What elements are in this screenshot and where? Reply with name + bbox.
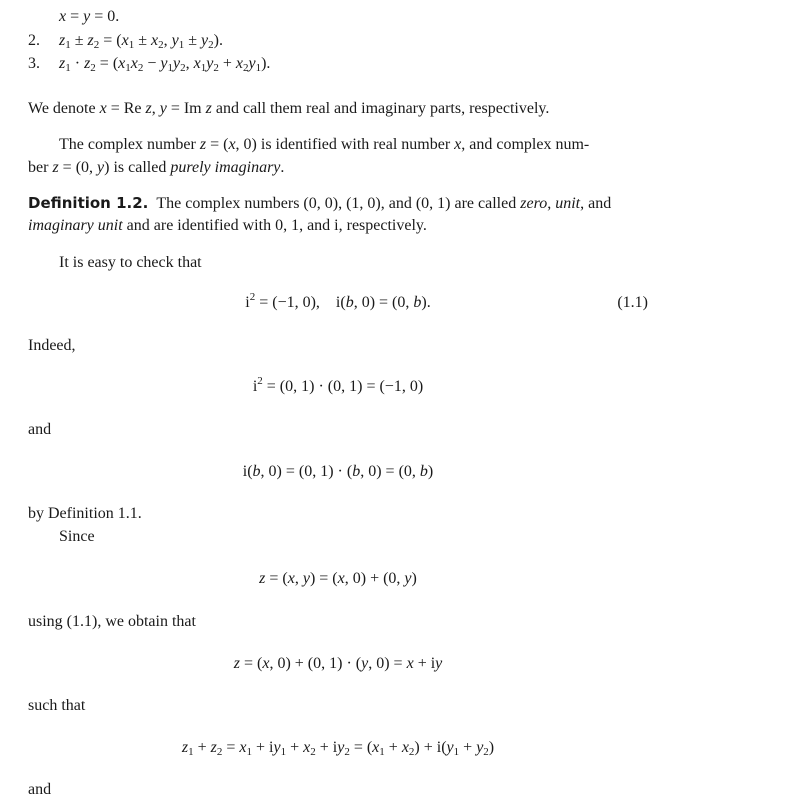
paragraph-indeed: Indeed, bbox=[28, 337, 76, 354]
list-item-3: 3. $z_1 \cdot z_2 = (x_1x_2 - y_1y_2$, $x_1y_2 + x_2y_1$). bbox=[28, 55, 271, 74]
definition-label: Definition 1.2. bbox=[28, 194, 149, 212]
equation-z-decomposition: z = (x, y) = (x, 0) + (0, y) bbox=[259, 570, 417, 587]
list-item-1-tail: x = y = 0. bbox=[59, 8, 120, 25]
equation-sum: $z_1 + z_2 = x_1 + iy_1 + x_2 + iy_2 = (x_1 + x_2) + i(y_1 + y_2)$ bbox=[181, 739, 495, 758]
definition-1-2-line2: imaginary unit and are identified with 0, 1, and i, respectively. bbox=[28, 217, 427, 234]
paragraph-such-that: such that bbox=[28, 697, 86, 714]
paragraph-and-2: and bbox=[28, 781, 52, 798]
equation-1-1: $i^2 = (-1$, 0), i(b, 0) = (0, b). bbox=[245, 291, 431, 311]
list-number: 2. bbox=[28, 32, 40, 49]
equation-ib: i(b, 0) = (0, 1) · (b, 0) = (0, b) bbox=[242, 463, 434, 480]
equation-number: (1.1) bbox=[617, 294, 648, 311]
equation-z-algebraic: z = (x, 0) + (0, 1) · (y, 0) = x + iy bbox=[233, 655, 443, 672]
paragraph-and-1: and bbox=[28, 421, 52, 438]
paragraph-denote: We denote x = Re z, y = Im z and call them real and imaginary parts, respectively. bbox=[28, 100, 550, 117]
list-item-2: 2. $z_1 \pm z_2 = (x_1 \pm x_2$, $y_1 \pm y_2$). bbox=[28, 32, 223, 51]
equation-i-squared: $i^2 = (0$, 1) · (0, 1) = (−1, 0) bbox=[252, 375, 424, 395]
paragraph-identified-line2: ber z = (0, y) is called purely imaginary. bbox=[28, 159, 285, 176]
paragraph-identified-line1: The complex number z = (x, 0) is identified with real number x, and complex num- bbox=[59, 136, 590, 153]
paragraph-by-definition: by Definition 1.1. bbox=[28, 505, 142, 522]
paragraph-easy-check: It is easy to check that bbox=[59, 254, 202, 271]
definition-1-2-line1: Definition 1.2. The complex numbers (0, 0), (1, 0), and (0, 1) are called zero, unit, and bbox=[28, 194, 612, 212]
list-number: 3. bbox=[28, 55, 40, 72]
paragraph-since: Since bbox=[59, 528, 95, 545]
cut-off-line bbox=[58, 0, 62, 6]
paragraph-using: using (1.1), we obtain that bbox=[28, 613, 196, 630]
